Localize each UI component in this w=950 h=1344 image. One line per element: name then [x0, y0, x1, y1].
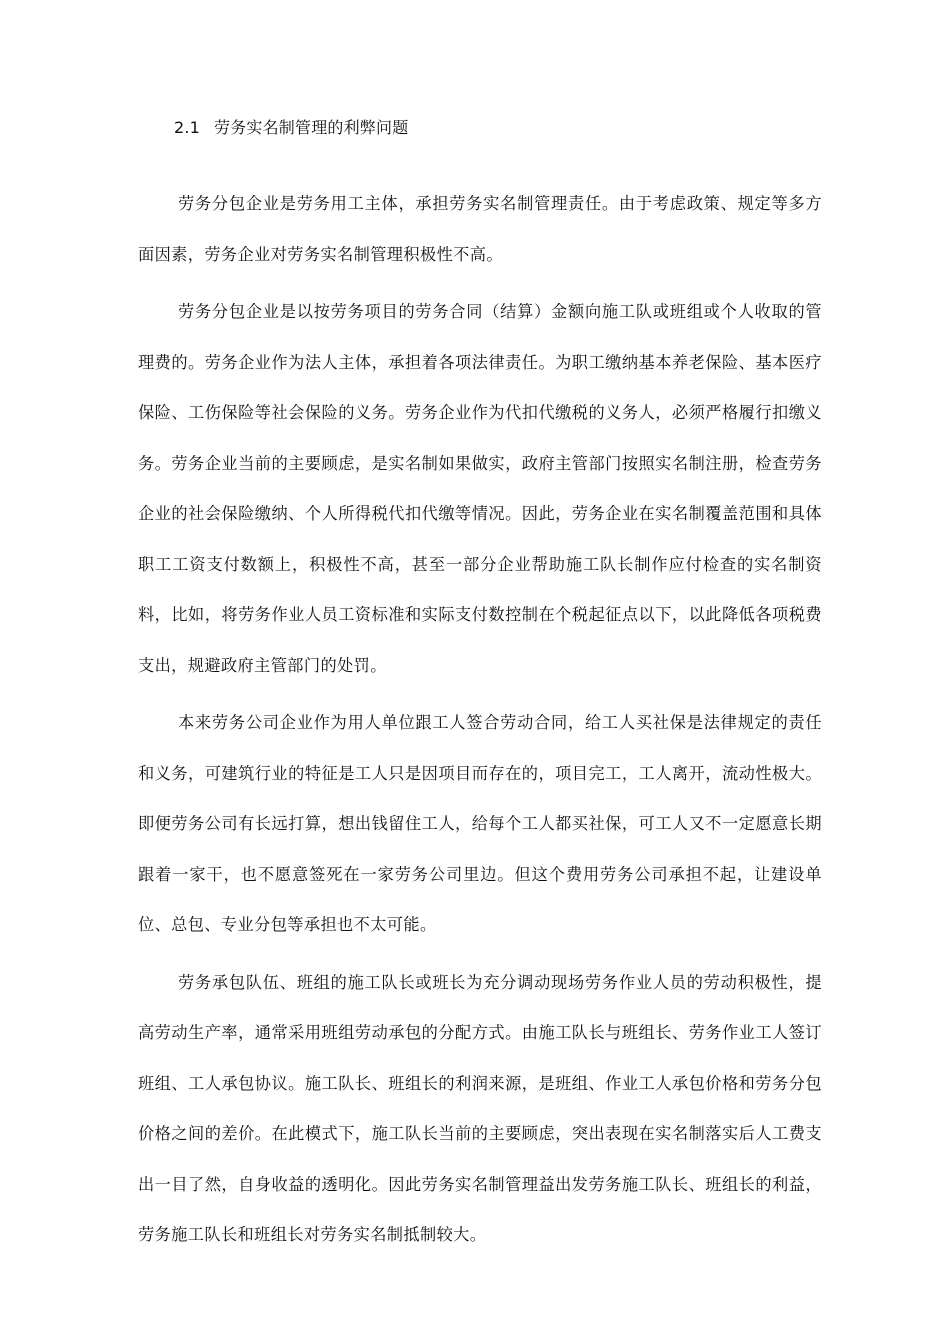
paragraph-4: 劳务承包队伍、班组的施工队长或班长为充分调动现场劳务作业人员的劳动积极性，提高劳动生产率，通常采用班组劳动承包的分配方式。由施工队长与班组长、劳务作业工人签订班组、工人承包协议。施工队长、班组长的利润来源，是班组、作业工人承包价格和劳务分包价格之间的差价。在此模式下，施工队长当前的主要顾虑，突出表现在实名制落实后人工费支出一目了然，自身收益的透明化。因此劳务实名制管理益出发劳务施工队长、班组长的利益，劳务施工队长和班组长对劳务实名制抵制较大。 [138, 972, 822, 1244]
paragraph-1: 劳务分包企业是劳务用工主体，承担劳务实名制管理责任。由于考虑政策、规定等多方面因素，劳务企业对劳务实名制管理积极性不高。 [138, 194, 822, 264]
section-heading [174, 116, 408, 140]
body-text [138, 179, 822, 1268]
section-title: 劳务实名制管理的利弊问题 [214, 118, 409, 137]
section-number: 2.1 [174, 118, 201, 137]
paragraph-2: 劳务分包企业是以按劳务项目的劳务合同（结算）金额向施工队或班组或个人收取的管理费的。劳务企业作为法人主体，承担着各项法律责任。为职工缴纳基本养老保险、基本医疗保险、工伤保险等社会保险的义务。劳务企业作为代扣代缴税的义务人，必须严格履行扣缴义务。劳务企业当前的主要顾虑，是实名制如果做实，政府主管部门按照实名制注册，检查劳务企业的社会保险缴纳、个人所得税代扣代缴等情况。因此，劳务企业在实名制覆盖范围和具体职工工资支付数额上，积极性不高，甚至一部分企业帮助施工队长制作应付检查的实名制资料，比如，将劳务作业人员工资标准和实际支付数控制在个税起征点以下，以此降低各项税费支出，规避政府主管部门的处罚。 [138, 302, 822, 675]
paragraph-3: 本来劳务公司企业作为用人单位跟工人签合劳动合同，给工人买社保是法律规定的责任和义务，可建筑行业的特征是工人只是因项目而存在的，项目完工，工人离开，流动性极大。即便劳务公司有长远打算，想出钱留住工人，给每个工人都买社保，可工人又不一定愿意长期跟着一家干，也不愿意签死在一家劳务公司里边。但这个费用劳务公司承担不起，让建设单位、总包、专业分包等承担也不太可能。 [138, 713, 822, 934]
